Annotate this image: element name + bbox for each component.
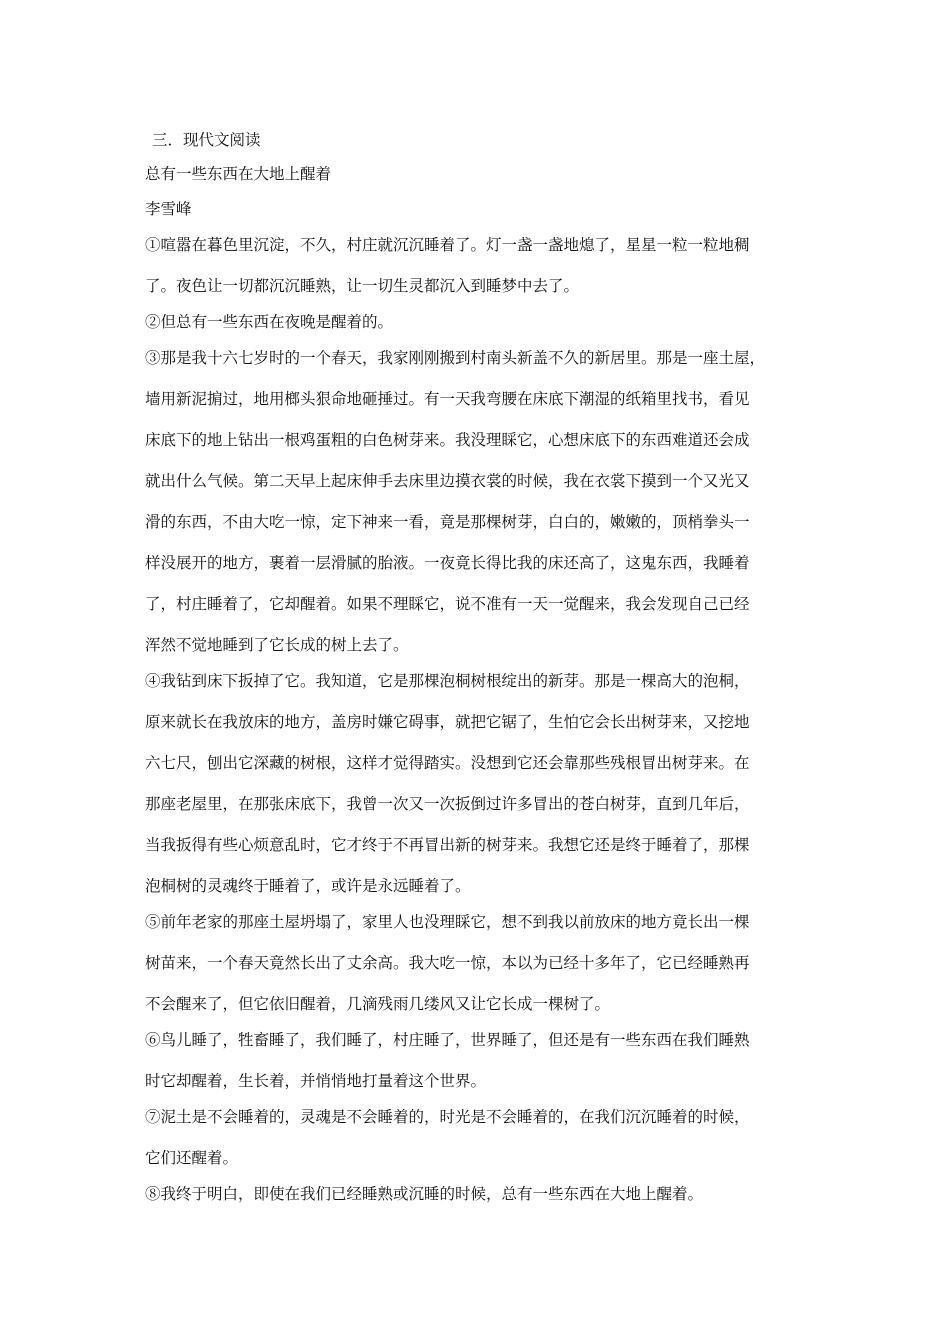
paragraph-line: ③那是我十六七岁时的一个春天，我家刚刚搬到村南头新盖不久的新居里。那是一座土屋，: [145, 349, 766, 367]
paragraph-line: ⑦泥土是不会睡着的，灵魂是不会睡着的，时光是不会睡着的，在我们沉沉睡着的时候，: [145, 1108, 750, 1126]
paragraph-line: 床底下的地上钻出一根鸡蛋粗的白色树芽来。我没理睬它，心想床底下的东西难道还会成: [145, 431, 750, 449]
paragraph-line: ①喧嚣在暮色里沉淀，不久，村庄就沉沉睡着了。灯一盏一盏地熄了，星星一粒一粒地稠: [145, 236, 750, 254]
paragraph-line: 那座老屋里，在那张床底下，我曾一次又一次扳倒过许多冒出的苍白树芽，直到几年后，: [145, 795, 750, 813]
paragraph-line: ⑤前年老家的那座土屋坍塌了，家里人也没理睬它，想不到我以前放床的地方竟长出一棵: [145, 913, 750, 931]
paragraph-line: ⑥鸟儿睡了，牲畜睡了，我们睡了，村庄睡了，世界睡了，但还是有一些东西在我们睡熟: [145, 1031, 750, 1049]
paragraph-line: 滑的东西，不由大吃一惊，定下神来一看，竟是那棵树芽，白白的，嫩嫩的，顶梢拳头一: [145, 513, 750, 531]
paragraph-line: 就出什么气候。第二天早上起床伸手去床里边摸衣裳的时候，我在衣裳下摸到一个又光又: [145, 472, 750, 490]
paragraph-line: ⑧我终于明白，即使在我们已经睡熟或沉睡的时候，总有一些东西在大地上醒着。: [145, 1185, 704, 1203]
paragraph-line: 当我扳得有些心烦意乱时，它才终于不再冒出新的树芽来。我想它还是终于睡着了，那棵: [145, 836, 750, 854]
paragraph-line: 不会醒来了，但它依旧醒着，几滴残雨几缕风又让它长成一棵树了。: [145, 995, 611, 1013]
paragraph-line: 泡桐树的灵魂终于睡着了，或许是永远睡着了。: [145, 877, 471, 895]
paragraph-line: 树苗来，一个春天竟然长出了丈余高。我大吃一惊，本以为已经十多年了，它已经睡熟再: [145, 954, 750, 972]
paragraph-line: ②但总有一些东西在夜晚是醒着的。: [145, 313, 394, 331]
paragraph-line: 了。夜色让一切都沉沉睡熟，让一切生灵都沉入到睡梦中去了。: [145, 277, 580, 295]
paragraph-line: 时它却醒着，生长着，并悄悄地打量着这个世界。: [145, 1072, 487, 1090]
paragraph-line: 样没展开的地方，裹着一层滑腻的胎液。一夜竟长得比我的床还高了，这鬼东西，我睡着: [145, 554, 750, 572]
paragraph-line: 六七尺，刨出它深藏的树根，这样才觉得踏实。没想到它还会靠那些残根冒出树芽来。在: [145, 754, 750, 772]
paragraph-line: 了，村庄睡着了，它却醒着。如果不理睬它，说不准有一天一觉醒来，我会发现自己已经: [145, 595, 750, 613]
paragraph-line: ④我钻到床下扳掉了它。我知道，它是那棵泡桐树根绽出的新芽。那是一棵高大的泡桐，: [145, 672, 750, 690]
section-heading: 三．现代文阅读: [152, 131, 261, 149]
paragraph-line: 浑然不觉地睡到了它长成的树上去了。: [145, 636, 409, 654]
paragraph-line: 原来就长在我放床的地方，盖房时嫌它碍事，就把它锯了，生怕它会长出树芽来，又挖地: [145, 713, 750, 731]
paragraph-line: 它们还醒着。: [145, 1149, 239, 1167]
paragraph-line: 墙用新泥掮过，地用榔头狠命地砸捶过。有一天我弯腰在床底下潮湿的纸箱里找书，看见: [145, 390, 750, 408]
author-name: 李雪峰: [145, 200, 192, 218]
article-title: 总有一些东西在大地上醒着: [145, 165, 332, 183]
